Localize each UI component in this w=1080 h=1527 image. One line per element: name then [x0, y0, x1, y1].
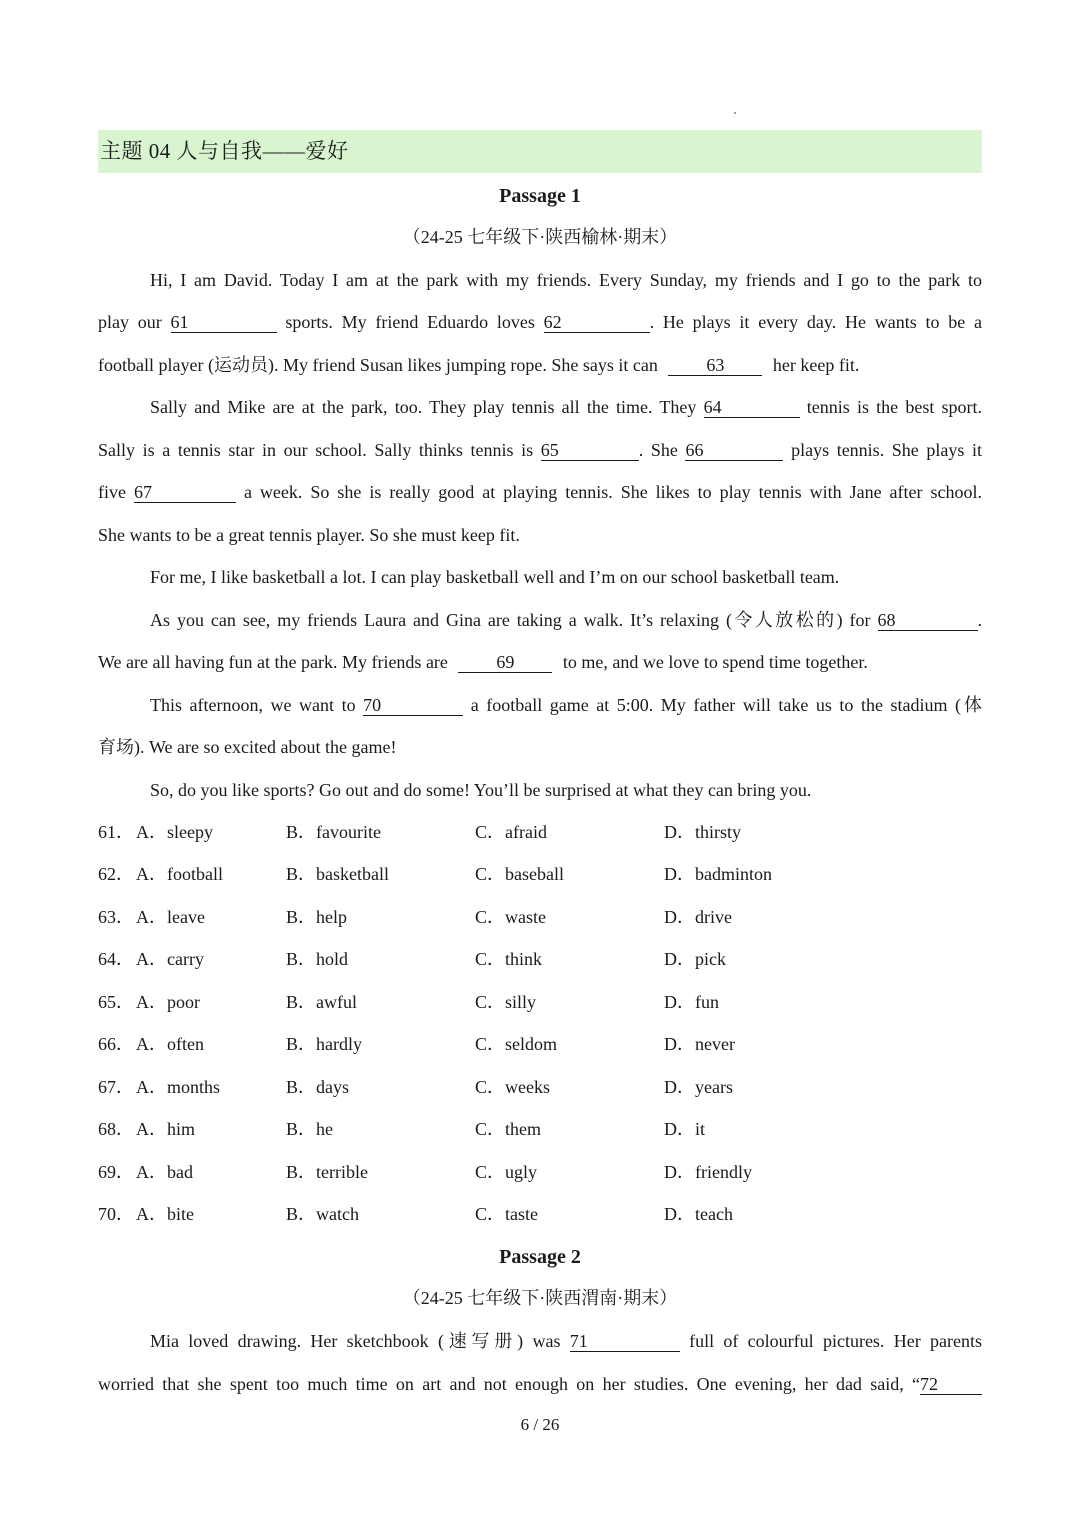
option-d[interactable]: D．badminton [664, 864, 772, 884]
option-c[interactable]: C．baseball [475, 864, 564, 884]
blank-67[interactable]: 67 [134, 482, 236, 503]
option-a[interactable]: A．poor [136, 992, 200, 1012]
passage-1-line: 育场). We are so excited about the game! [98, 737, 397, 757]
passage-2-title: Passage 2 [499, 1246, 581, 1268]
blank-71[interactable]: 71 [570, 1331, 680, 1352]
option-c[interactable]: C．waste [475, 907, 546, 927]
option-a[interactable]: A．bad [136, 1162, 193, 1182]
topic-heading: 主题 04 人与自我——爱好 [98, 130, 982, 173]
passage-1-line: We are all having fun at the park. My friends are 69 to me, and we love to spend time together. [98, 652, 868, 672]
option-b[interactable]: B．days [286, 1077, 349, 1097]
option-a[interactable]: A．him [136, 1119, 196, 1139]
question-row [98, 905, 982, 929]
passage-1-line: As you can see, my friends Laura and Gina are taking a walk. It’s relaxing (令人放松的) for 68 . [150, 610, 983, 630]
passage-1-line: play our 61 sports. My friend Eduardo loves 62 . He plays it every day. He wants to be a [98, 312, 983, 332]
blank-62[interactable]: 62 [544, 312, 650, 333]
option-a[interactable]: A．bite [136, 1204, 194, 1224]
option-d[interactable]: D．teach [664, 1204, 733, 1224]
passage-1-line: football player (运动员). My friend Susan likes jumping rope. She says it can 63 her keep fit. [98, 355, 860, 375]
option-c[interactable]: C．ugly [475, 1162, 538, 1182]
question-number: 67． [98, 1077, 134, 1097]
blank-64[interactable]: 64 [704, 397, 800, 418]
option-d[interactable]: D．years [664, 1077, 733, 1097]
option-b[interactable]: B．terrible [286, 1162, 368, 1182]
passage-1-line: Sally and Mike are at the park, too. They play tennis all the time. They 64 tennis is the best sport. [150, 397, 983, 417]
question-number: 68． [98, 1119, 134, 1139]
passage-2-line: Mia loved drawing. Her sketchbook (速写册) was 71 full of colourful pictures. Her parents [150, 1331, 983, 1351]
option-a[interactable]: A．often [136, 1034, 204, 1054]
option-d[interactable]: D．friendly [664, 1162, 752, 1182]
blank-68[interactable]: 68 [878, 610, 978, 631]
option-a[interactable]: A．leave [136, 907, 205, 927]
option-d[interactable]: D．fun [664, 992, 719, 1012]
option-a[interactable]: A．sleepy [136, 822, 213, 842]
option-b[interactable]: B．hardly [286, 1034, 362, 1054]
blank-65[interactable]: 65 [541, 440, 639, 461]
question-number: 69． [98, 1162, 134, 1182]
option-b[interactable]: B．he [286, 1119, 333, 1139]
question-number: 64． [98, 949, 134, 969]
question-number: 61． [98, 822, 134, 842]
option-c[interactable]: C．silly [475, 992, 537, 1012]
blank-72[interactable]: 72 [920, 1374, 982, 1395]
passage-1-line: This afternoon, we want to 70 a football game at 5:00. My father will take us to the stadium (体 [150, 695, 983, 715]
page-number: 6 / 26 [520, 1415, 560, 1434]
question-number: 62． [98, 864, 134, 884]
option-c[interactable]: C．taste [475, 1204, 538, 1224]
option-d[interactable]: D．drive [664, 907, 732, 927]
blank-63[interactable]: 63 [668, 355, 762, 376]
option-d[interactable]: D．never [664, 1034, 735, 1054]
question-number: 66． [98, 1034, 134, 1054]
passage-1-source: （24-25 七年级下·陕西榆林·期末） [402, 227, 678, 247]
passage-1-title: Passage 1 [499, 185, 581, 207]
question-row [98, 1032, 982, 1056]
blank-69[interactable]: 69 [458, 652, 552, 673]
question-row [98, 1117, 982, 1141]
passage-2-line: worried that she spent too much time on art and not enough on her studies. One evening, her dad said, “72 [98, 1372, 982, 1396]
question-row [98, 1075, 982, 1099]
option-a[interactable]: A．football [136, 864, 223, 884]
blank-70[interactable]: 70 [363, 695, 463, 716]
question-row [98, 820, 982, 844]
option-b[interactable]: B．help [286, 907, 347, 927]
option-a[interactable]: A．carry [136, 949, 204, 969]
option-b[interactable]: B．hold [286, 949, 349, 969]
passage-2-source: （24-25 七年级下·陕西渭南·期末） [402, 1288, 678, 1308]
option-b[interactable]: B．basketball [286, 864, 389, 884]
option-c[interactable]: C．weeks [475, 1077, 550, 1097]
question-row [98, 862, 982, 886]
option-c[interactable]: C．them [475, 1119, 541, 1139]
option-b[interactable]: B．awful [286, 992, 357, 1012]
scan-dot [734, 112, 736, 114]
question-row [98, 990, 982, 1014]
blank-66[interactable]: 66 [685, 440, 783, 461]
question-number: 63． [98, 907, 134, 927]
passage-1-line: Sally is a tennis star in our school. Sally thinks tennis is 65 . She 66 plays tennis. She plays it [98, 440, 983, 460]
option-d[interactable]: D．thirsty [664, 822, 742, 842]
passage-1-line: Hi, I am David. Today I am at the park with my friends. Every Sunday, my friends and I go to the park to [150, 270, 982, 290]
question-number: 65． [98, 992, 134, 1012]
blank-61[interactable]: 61 [171, 312, 277, 333]
question-row [98, 947, 982, 971]
option-b[interactable]: B．favourite [286, 822, 381, 842]
passage-1-line: So, do you like sports? Go out and do some! You’ll be surprised at what they can bring you. [150, 780, 812, 800]
option-b[interactable]: B．watch [286, 1204, 359, 1224]
option-c[interactable]: C．think [475, 949, 543, 969]
passage-1-line: For me, I like basketball a lot. I can play basketball well and I’m on our school basketball team. [150, 567, 840, 587]
question-number: 70． [98, 1204, 134, 1224]
option-d[interactable]: D．it [664, 1119, 706, 1139]
option-c[interactable]: C．seldom [475, 1034, 558, 1054]
question-row [98, 1202, 982, 1226]
passage-1-line: She wants to be a great tennis player. So she must keep fit. [98, 525, 520, 545]
option-a[interactable]: A．months [136, 1077, 221, 1097]
question-row [98, 1160, 982, 1184]
option-d[interactable]: D．pick [664, 949, 726, 969]
option-c[interactable]: C．afraid [475, 822, 547, 842]
passage-1-line: five 67 a week. So she is really good at playing tennis. She likes to play tennis with Jane after school. [98, 482, 982, 502]
